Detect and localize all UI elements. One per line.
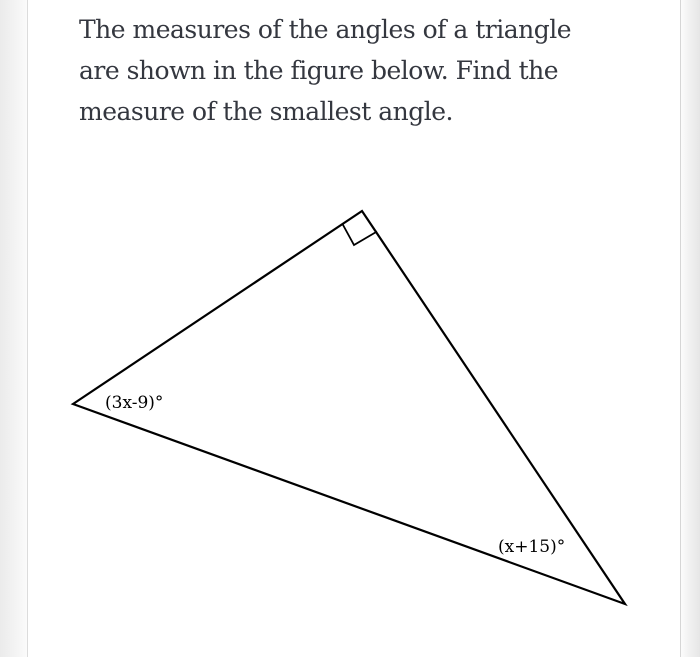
question-line-3: measure of the smallest angle. <box>79 97 453 126</box>
question-line-2: are shown in the figure below. Find the <box>79 56 559 85</box>
question-line-1: The measures of the angles of a triangle <box>79 15 571 44</box>
angle-label-bottom-right: (x+15)° <box>498 537 566 557</box>
angle-label-left: (3x-9)° <box>105 393 164 413</box>
